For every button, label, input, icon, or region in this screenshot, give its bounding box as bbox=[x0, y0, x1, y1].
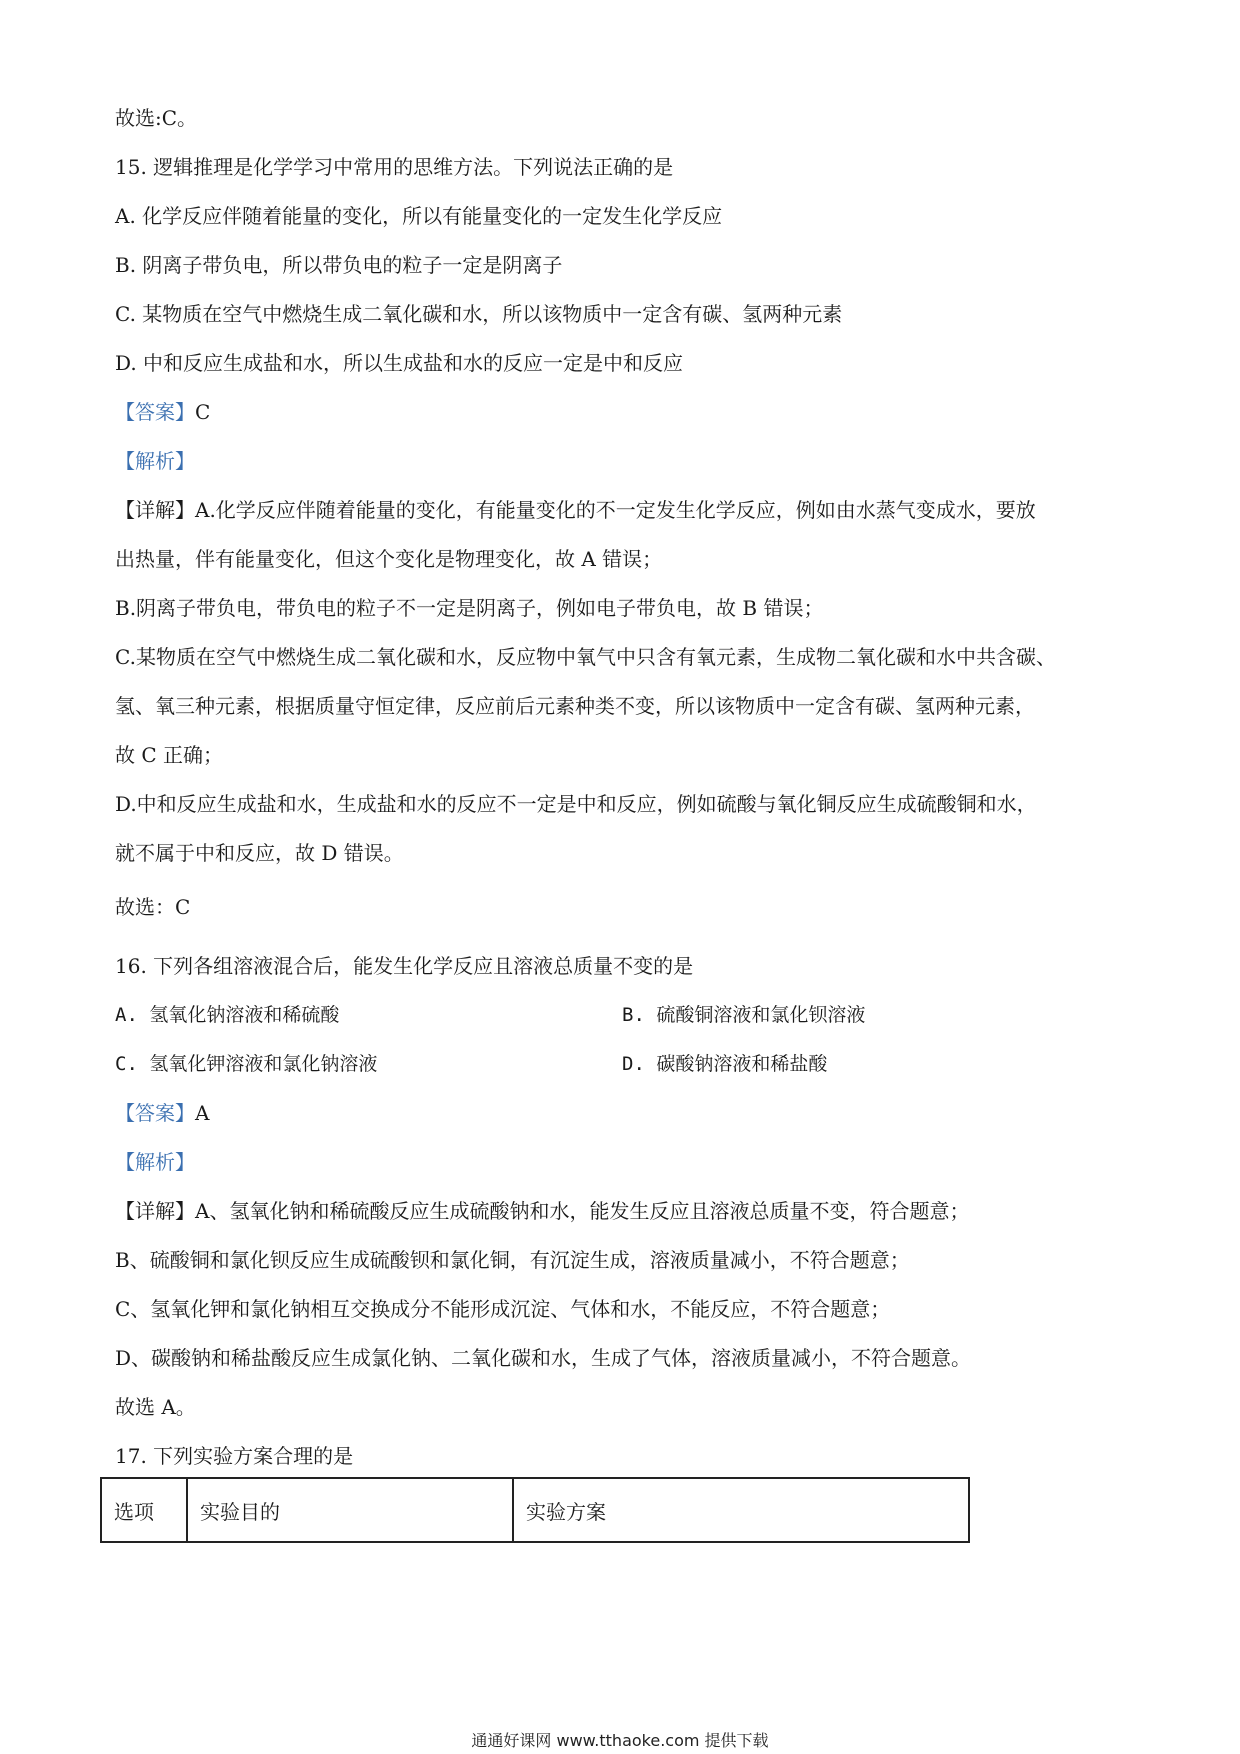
q15-option-d: D. 中和反应生成盐和水，所以生成盐和水的反应一定是中和反应 bbox=[115, 351, 684, 375]
q15-stem: 15. 逻辑推理是化学学习中常用的思维方法。下列说法正确的是 bbox=[115, 155, 674, 179]
q16-stem: 16. 下列各组溶液混合后，能发生化学反应且溶液总质量不变的是 bbox=[115, 954, 694, 978]
answer-value: C bbox=[195, 400, 211, 424]
q16-option-b: B. 硫酸铜溶液和氯化钡溶液 bbox=[622, 1004, 866, 1026]
q15-detail-line: 就不属于中和反应，故 D 错误。 bbox=[115, 841, 404, 865]
table-header-cell: 选项 bbox=[101, 1478, 187, 1542]
q16-detail-line: C、氢氧化钾和氯化钠相互交换成分不能形成沉淀、气体和水，不能反应，不符合题意； bbox=[115, 1297, 891, 1321]
q16-detail-line: 【详解】A、氢氧化钠和稀硫酸反应生成硫酸钠和水，能发生反应且溶液总质量不变，符合题意； bbox=[115, 1199, 970, 1223]
answer-tag: 【答案】 bbox=[115, 400, 195, 424]
q16-answer bbox=[115, 1099, 209, 1127]
answer-value: A bbox=[195, 1101, 210, 1125]
table-header-row bbox=[101, 1478, 969, 1542]
q15-analysis-tag: 【解析】 bbox=[115, 449, 195, 473]
q15-conclusion: 故选：C bbox=[115, 895, 191, 919]
q15-detail-line: 故 C 正确； bbox=[115, 743, 224, 767]
q15-detail-line: 氢、氧三种元素，根据质量守恒定律，反应前后元素种类不变，所以该物质中一定含有碳、氢两种元素， bbox=[115, 694, 1035, 718]
q15-detail-line: D.中和反应生成盐和水，生成盐和水的反应不一定是中和反应，例如硫酸与氧化铜反应生成硫酸铜和水， bbox=[115, 792, 1037, 816]
page-footer: 通通好课网 www.tthaoke.com 提供下载 bbox=[471, 1731, 769, 1750]
table-header-cell: 实验目的 bbox=[187, 1478, 513, 1542]
q16-detail-line: B、硫酸铜和氯化钡反应生成硫酸钡和氯化铜，有沉淀生成，溶液质量减小，不符合题意； bbox=[115, 1248, 910, 1272]
q17-stem: 17. 下列实验方案合理的是 bbox=[115, 1444, 354, 1468]
q15-detail-line: 【详解】A.化学反应伴随着能量的变化，有能量变化的不一定发生化学反应，例如由水蒸气变成水，要放 bbox=[115, 498, 1036, 522]
q16-detail-line: D、碳酸钠和稀盐酸反应生成氯化钠、二氧化碳和水，生成了气体，溶液质量减小，不符合题意。 bbox=[115, 1346, 972, 1370]
q15-option-a: A. 化学反应伴随着能量的变化，所以有能量变化的一定发生化学反应 bbox=[115, 204, 723, 228]
q16-option-d: D. 碳酸钠溶液和稀盐酸 bbox=[622, 1053, 828, 1075]
q15-option-c: C. 某物质在空气中燃烧生成二氧化碳和水，所以该物质中一定含有碳、氢两种元素 bbox=[115, 302, 843, 326]
q14-conclusion: 故选:C。 bbox=[115, 106, 198, 130]
q15-option-b: B. 阴离子带负电，所以带负电的粒子一定是阴离子 bbox=[115, 253, 563, 277]
q15-answer bbox=[115, 398, 210, 426]
q15-detail-line: 出热量，伴有能量变化，但这个变化是物理变化，故 A 错误； bbox=[115, 547, 663, 571]
q16-option-c: C. 氢氧化钾溶液和氯化钠溶液 bbox=[115, 1053, 378, 1075]
table-header-cell: 实验方案 bbox=[513, 1478, 969, 1542]
q15-detail-line: B.阴离子带负电，带负电的粒子不一定是阴离子，例如电子带负电，故 B 错误； bbox=[115, 596, 824, 620]
q16-conclusion: 故选 A。 bbox=[115, 1395, 196, 1419]
q15-detail-line: C.某物质在空气中燃烧生成二氧化碳和水，反应物中氧气中只含有氧元素，生成物二氧化碳和水中共含碳、 bbox=[115, 645, 1056, 669]
answer-tag: 【答案】 bbox=[115, 1101, 195, 1125]
q16-option-a: A. 氢氧化钠溶液和稀硫酸 bbox=[115, 1004, 340, 1026]
q16-analysis-tag: 【解析】 bbox=[115, 1150, 195, 1174]
q17-table bbox=[100, 1477, 970, 1543]
